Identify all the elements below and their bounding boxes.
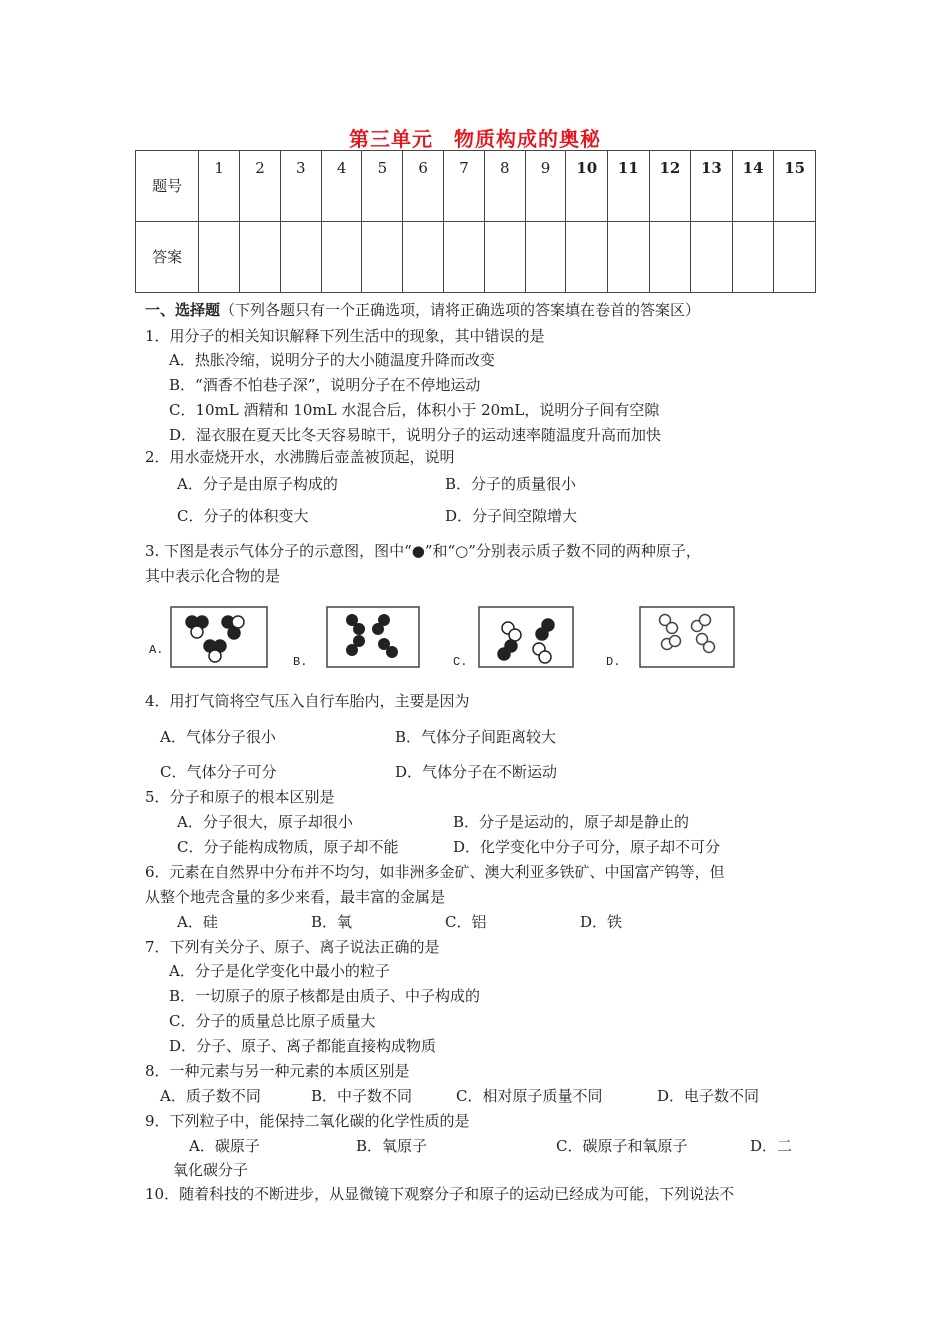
option: B．一切原子的原子核都是由质子、中子构成的: [169, 987, 481, 1005]
option: A．热胀冷缩，说明分子的大小随温度升降而改变: [169, 351, 495, 369]
answer-cell[interactable]: [732, 222, 774, 293]
table-row-answers: [136, 222, 816, 293]
option-cont: 氧化碳分子: [173, 1161, 249, 1179]
answer-cell[interactable]: [774, 222, 816, 293]
option: D．分子间空隙增大: [445, 507, 578, 525]
question-number: 11: [608, 151, 650, 222]
question-number: 8: [484, 151, 525, 222]
question-7: 7．下列有关分子、原子、离子说法正确的是: [145, 938, 440, 956]
molecule-diagram-c: [478, 606, 574, 668]
question-number: 1: [199, 151, 240, 222]
answer-cell[interactable]: [608, 222, 650, 293]
question-number: 15: [774, 151, 816, 222]
answer-cell[interactable]: [691, 222, 733, 293]
question-3: 3. 下图是表示气体分子的示意图，图中“●”和“○”分别表示质子数不同的两种原子，: [145, 542, 701, 560]
question-10: 10．随着科技的不断进步，从显微镜下观察分子和原子的运动已经成为可能，下列说法不: [145, 1185, 735, 1203]
answer-cell[interactable]: [444, 222, 485, 293]
answer-cell[interactable]: [649, 222, 691, 293]
answer-cell[interactable]: [199, 222, 240, 293]
molecule-diagram-d: [639, 606, 735, 668]
option: C．分子的质量总比原子质量大: [169, 1012, 376, 1030]
diagram-label: D.: [606, 655, 621, 669]
diagram-label: B.: [293, 655, 308, 669]
option: C．气体分子可分: [160, 763, 277, 781]
question-number: 9: [525, 151, 566, 222]
section-header: [145, 300, 700, 320]
diagram-label: A.: [149, 643, 164, 657]
option: C．分子的体积变大: [177, 507, 309, 525]
option: A．分子是化学变化中最小的粒子: [169, 962, 390, 980]
answer-cell[interactable]: [525, 222, 566, 293]
answer-cell[interactable]: [240, 222, 281, 293]
question-4: 4．用打气筒将空气压入自行车胎内，主要是因为: [145, 692, 470, 710]
answer-table: [135, 150, 816, 293]
option: C．分子能构成物质，原子却不能: [177, 838, 399, 856]
option: C．相对原子质量不同: [456, 1087, 603, 1105]
question-number: 12: [649, 151, 691, 222]
question-number: 4: [321, 151, 362, 222]
answer-cell[interactable]: [566, 222, 608, 293]
table-row-numbers: [136, 151, 816, 222]
question-number: 7: [444, 151, 485, 222]
option: B．分子的质量很小: [445, 475, 577, 493]
option: D．气体分子在不断运动: [395, 763, 558, 781]
question-number: 2: [240, 151, 281, 222]
option: B．气体分子间距离较大: [395, 728, 557, 746]
option: B．中子数不同: [311, 1087, 413, 1105]
section-heading: 一、选择题: [145, 301, 221, 319]
answer-cell[interactable]: [362, 222, 403, 293]
page-title: 第三单元 物质构成的奥秘: [349, 127, 601, 151]
question-6: 6．元素在自然界中分布并不均匀，如非洲多金矿、澳大利亚多铁矿、中国富产钨等，但: [145, 863, 725, 881]
question-5: 5．分子和原子的根本区别是: [145, 788, 335, 806]
option: D．铁: [580, 913, 623, 931]
question-3-cont: 其中表示化合物的是: [145, 567, 281, 585]
row-header-number: 题号: [136, 151, 199, 222]
option: D．二: [750, 1137, 793, 1155]
answer-cell[interactable]: [484, 222, 525, 293]
question-number: 10: [566, 151, 608, 222]
option: B．分子是运动的，原子却是静止的: [453, 813, 690, 831]
option: A．硅: [177, 913, 218, 931]
diagram-label: C.: [453, 655, 468, 669]
question-number: 14: [732, 151, 774, 222]
question-1: 1．用分子的相关知识解释下列生活中的现象，其中错误的是: [145, 327, 545, 345]
option: B．氧原子: [356, 1137, 428, 1155]
option: C．碳原子和氧原子: [556, 1137, 688, 1155]
option: D．电子数不同: [657, 1087, 760, 1105]
question-number: 5: [362, 151, 403, 222]
question-8: 8．一种元素与另一种元素的本质区别是: [145, 1062, 410, 1080]
molecule-diagram-a: [170, 606, 268, 668]
answer-cell[interactable]: [321, 222, 362, 293]
question-9: 9．下列粒子中，能保持二氧化碳的化学性质的是: [145, 1112, 470, 1130]
option: C．10mL 酒精和 10mL 水混合后，体积小于 20mL，说明分子间有空隙: [169, 401, 660, 419]
option: C．铝: [445, 913, 487, 931]
question-number: 3: [280, 151, 321, 222]
option: A．气体分子很小: [160, 728, 276, 746]
option: A．质子数不同: [160, 1087, 261, 1105]
option: B．氧: [311, 913, 353, 931]
option: B．“酒香不怕巷子深”，说明分子在不停地运动: [169, 376, 481, 394]
question-2: 2．用水壶烧开水，水沸腾后壶盖被顶起，说明: [145, 448, 455, 466]
option: A．碳原子: [189, 1137, 260, 1155]
question-number: 13: [691, 151, 733, 222]
option: A．分子很大，原子却很小: [177, 813, 353, 831]
answer-cell[interactable]: [280, 222, 321, 293]
molecule-diagram-b: [326, 606, 420, 668]
question-number: 6: [403, 151, 444, 222]
option: A．分子是由原子构成的: [177, 475, 338, 493]
option: D．湿衣服在夏天比冬天容易晾干，说明分子的运动速率随温度升高而加快: [169, 426, 662, 444]
option: D．化学变化中分子可分，原子却不可分: [453, 838, 721, 856]
question-6-cont: 从整个地壳含量的多少来看，最丰富的金属是: [145, 888, 446, 906]
row-header-answer: 答案: [136, 222, 199, 293]
answer-cell[interactable]: [403, 222, 444, 293]
option: D．分子、原子、离子都能直接构成物质: [169, 1037, 437, 1055]
section-note: （下列各题只有一个正确选项，请将正确选项的答案填在卷首的答案区）: [220, 301, 701, 319]
